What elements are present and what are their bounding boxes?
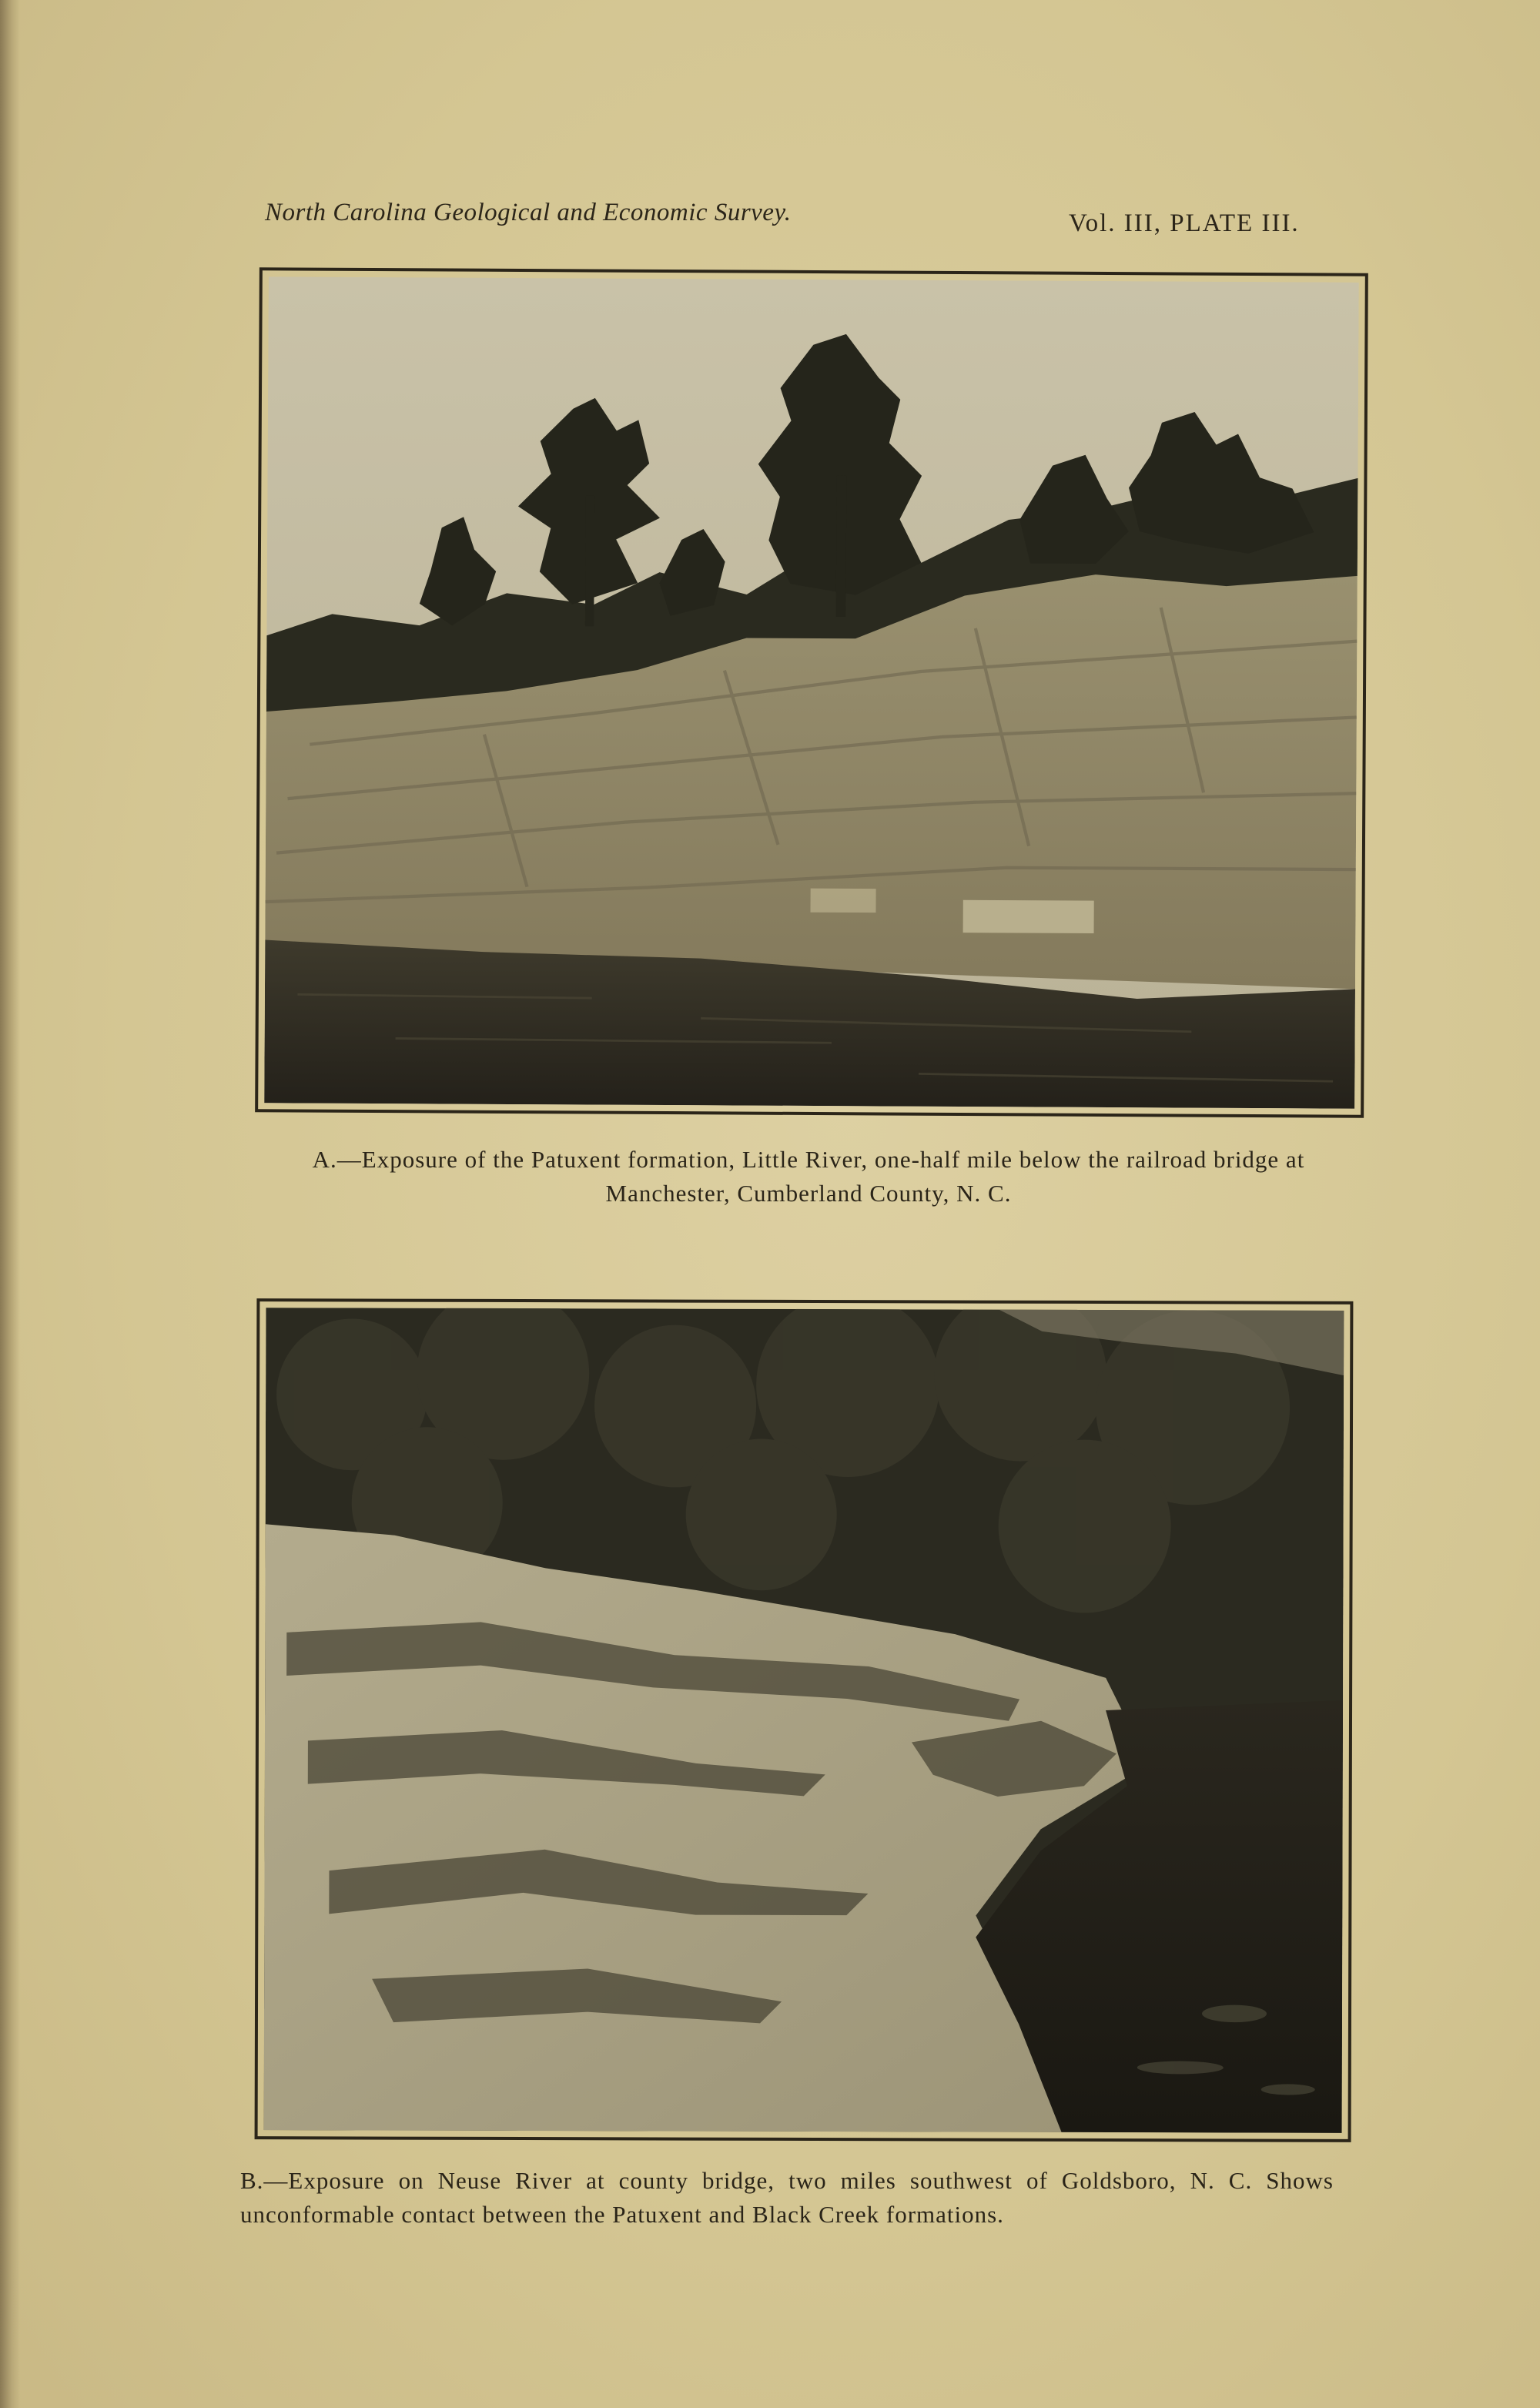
volume-plate-label: Vol. III, PLATE III. (1069, 209, 1300, 237)
photograph-a-image (264, 276, 1359, 1108)
page-edge (0, 0, 20, 2408)
journal-title: North Carolina Geological and Economic Survey. (265, 199, 792, 226)
photograph-b (255, 1298, 1354, 2142)
photograph-b-image (264, 1308, 1344, 2133)
caption-plate-b: B.—Exposure on Neuse River at county bridge, two miles southwest of Goldsboro, N. C. Shows unconformable contact between the Patuxent and Black Creek formations. (240, 2167, 1334, 2228)
caption-plate-a: A.—Exposure of the Patuxent formation, Little River, one-half mile below the railroad bridge at Manchester, Cumberland County, N. C. (312, 1146, 1305, 1207)
photograph-a (255, 267, 1368, 1118)
